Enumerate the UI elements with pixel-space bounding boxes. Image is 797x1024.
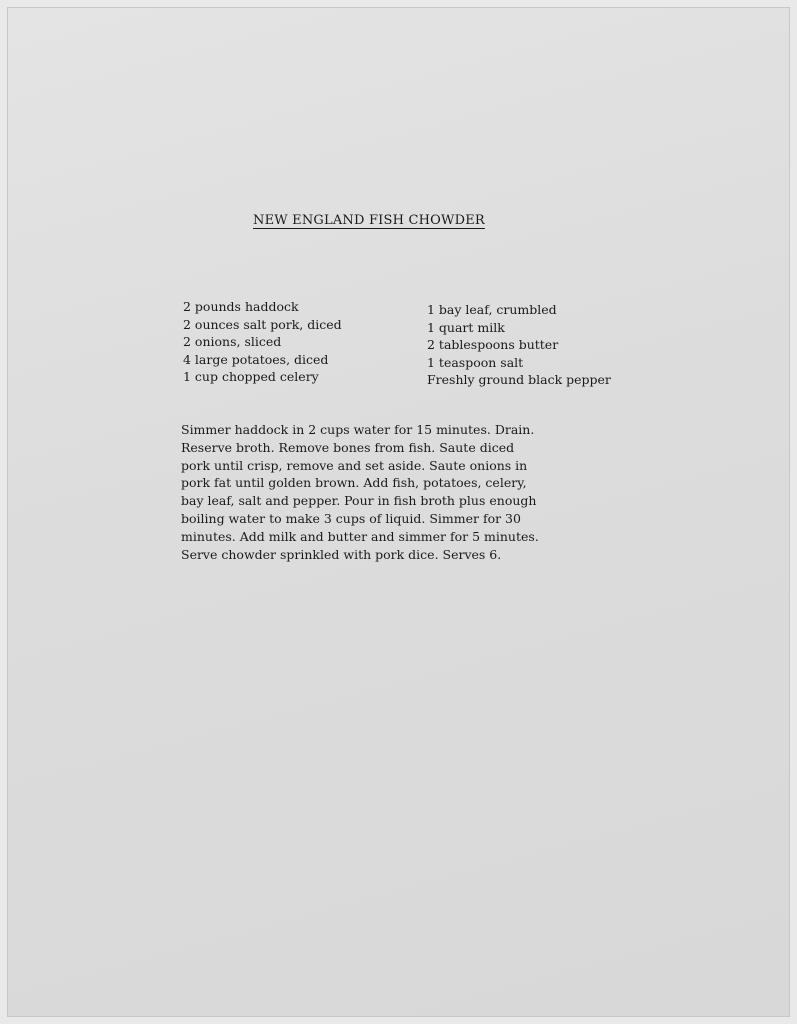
instruction-line: boiling water to make 3 cups of liquid. Simmer for 30 (181, 510, 521, 526)
ingredient-item: 1 quart milk (427, 319, 505, 335)
recipe-page (8, 8, 789, 1016)
ingredient-item: 1 cup chopped celery (183, 369, 319, 384)
instruction-line: Reserve broth. Remove bones from fish. Saute diced (181, 439, 515, 455)
ingredient-item: 4 large potatoes, diced (183, 351, 329, 367)
instruction-line: pork fat until golden brown. Add fish, potatoes, celery, (181, 475, 527, 491)
recipe-instructions (181, 421, 641, 563)
ingredient-item: 2 onions, sliced (183, 334, 282, 349)
ingredients-right-column (427, 301, 611, 389)
ingredient-item: Freshly ground black pepper (427, 372, 611, 387)
ingredient-item: 2 ounces salt pork, diced (183, 316, 342, 332)
ingredients-left-column (183, 298, 342, 386)
instruction-line: minutes. Add milk and butter and simmer for 5 minutes. (181, 528, 539, 544)
instruction-line: pork until crisp, remove and set aside. Saute onions in (181, 457, 528, 473)
instruction-line: Serve chowder sprinkled with pork dice. Serves 6. (181, 546, 502, 562)
ingredient-item: 1 bay leaf, crumbled (427, 302, 557, 317)
instruction-line: Simmer haddock in 2 cups water for 15 minutes. Drain. (181, 422, 535, 437)
recipe-title: NEW ENGLAND FISH CHOWDER (253, 213, 485, 228)
ingredient-item: 2 pounds haddock (183, 299, 299, 314)
instruction-line: bay leaf, salt and pepper. Pour in fish broth plus enough (181, 493, 537, 509)
ingredient-item: 2 tablespoons butter (427, 337, 559, 352)
ingredient-item: 1 teaspoon salt (427, 354, 524, 370)
